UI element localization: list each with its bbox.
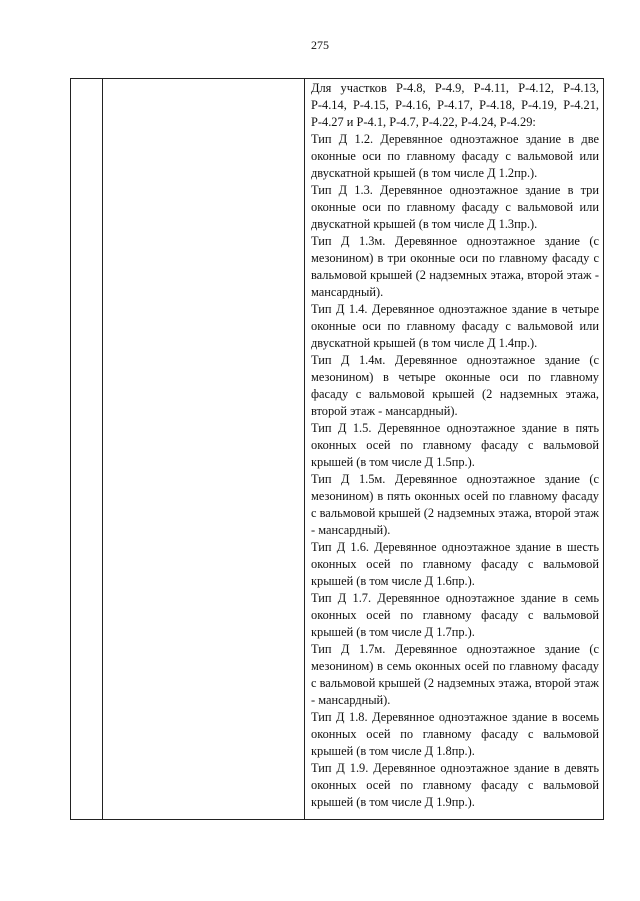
type-paragraph: Тип Д 1.3. Деревянное одноэтажное здание в три оконные оси по главному фасаду с вальмовой или двускатной крышей (в том числе Д 1.3пр.).: [311, 183, 599, 231]
page-number: 275: [311, 38, 329, 52]
type-paragraph: Тип Д 1.4. Деревянное одноэтажное здание в четыре оконные оси по главному фасаду с вальмовой или двускатной крышей (в том числе Д 1.4пр.).: [311, 302, 599, 350]
column-divider: [304, 79, 305, 819]
table-cell-description: [311, 80, 599, 811]
type-paragraph: Тип Д 1.5. Деревянное одноэтажное здание в пять оконных осей по главному фасаду с вальмовой крышей (в том числе Д 1.5пр.).: [311, 421, 599, 469]
regulations-table: [70, 78, 604, 820]
type-paragraph: Тип Д 1.7м. Деревянное одноэтажное здание (с мезонином) в семь оконных осей по главному фасаду с вальмовой крышей (2 надземных этажа, второй этаж - мансардный).: [311, 642, 599, 707]
column-divider: [102, 79, 103, 819]
type-paragraph: Тип Д 1.3м. Деревянное одноэтажное здание (с мезонином) в три оконные оси по главному фасаду с вальмовой крышей (2 надземных этажа, второй этаж - мансардный).: [311, 234, 599, 299]
type-paragraph: Тип Д 1.6. Деревянное одноэтажное здание в шесть оконных осей по главному фасаду с вальмовой крышей (в том числе Д 1.6пр.).: [311, 540, 599, 588]
type-paragraph: Тип Д 1.7. Деревянное одноэтажное здание в семь оконных осей по главному фасаду с вальмовой крышей (в том числе Д 1.7пр.).: [311, 591, 599, 639]
type-paragraph: Тип Д 1.9. Деревянное одноэтажное здание в девять оконных осей по главному фасаду с вальмовой крышей (в том числе Д 1.9пр.).: [311, 761, 599, 809]
type-paragraph: Тип Д 1.8. Деревянное одноэтажное здание в восемь оконных осей по главному фасаду с вальмовой крышей (в том числе Д 1.8пр.).: [311, 710, 599, 758]
type-paragraph: Тип Д 1.2. Деревянное одноэтажное здание в две оконные оси по главному фасаду с вальмовой или двускатной крышей (в том числе Д 1.2пр.).: [311, 132, 599, 180]
type-paragraph: Тип Д 1.5м. Деревянное одноэтажное здание (с мезонином) в пять оконных осей по главному фасаду с вальмовой крышей (2 надземных этажа, второй этаж - мансардный).: [311, 472, 599, 537]
intro-paragraph: Для участков Р-4.8, Р-4.9, Р-4.11, Р-4.12, Р-4.13, Р-4.14, Р-4.15, Р-4.16, Р-4.17, Р-4.18, Р-4.19, Р-4.21, Р-4.27 и Р-4.1, Р-4.7, Р-4.22, Р-4.24, Р-4.29:: [311, 81, 599, 129]
type-paragraph: Тип Д 1.4м. Деревянное одноэтажное здание (с мезонином) в четыре оконные оси по главному фасаду с вальмовой крышей (2 надземных этажа, второй этаж - мансардный).: [311, 353, 599, 418]
